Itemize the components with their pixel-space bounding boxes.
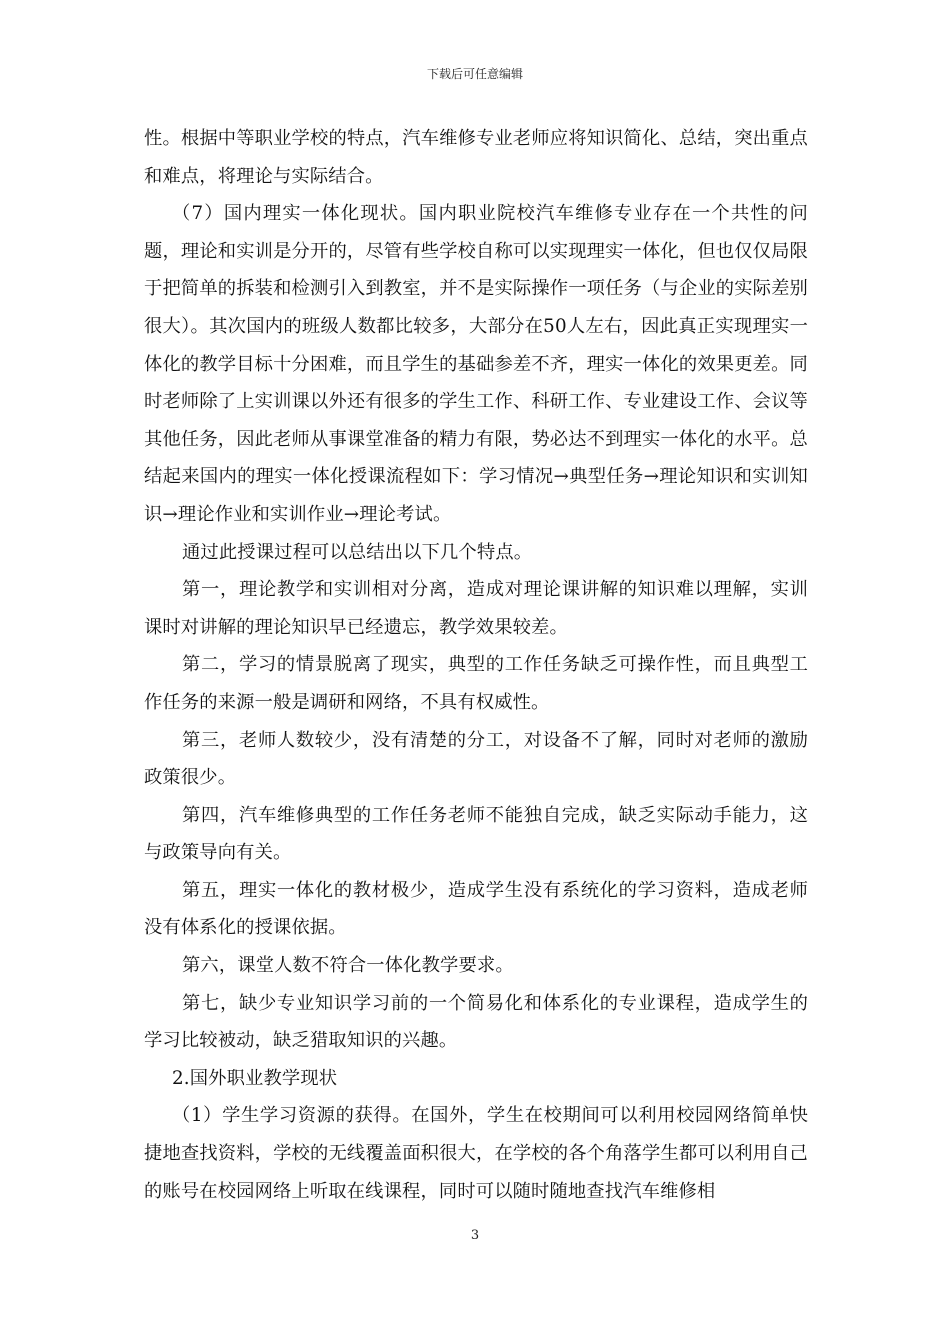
page-number: 3 — [470, 1228, 480, 1243]
paragraph-foreign-resources: （1）学生学习资源的获得。在国外，学生在校期间可以利用校园网络简单快捷地查找资料，学校的无线覆盖面积很大，在学校的各个角落学生都可以利用自己的账号在校园网络上听取在线课程，同时可以随时随地查找汽车维修相 — [144, 1105, 808, 1202]
page-header: 下载后可任意编辑 — [426, 67, 523, 81]
paragraph-point-7: 第七，缺少专业知识学习前的一个简易化和体系化的专业课程，造成学生的学习比较被动，缺乏猎取知识的兴趣。 — [144, 992, 808, 1052]
paragraph-point-1: 第一，理论教学和实训相对分离，造成对理论课讲解的知识难以理解，实训课时对讲解的理论知识早已经遗忘，教学效果较差。 — [144, 579, 808, 638]
paragraph-point-5: 第五，理实一体化的教材极少，造成学生没有系统化的学习资料，造成老师没有体系化的授课依据。 — [144, 879, 808, 939]
paragraph-domestic-status: （7）国内理实一体化现状。国内职业院校汽车维修专业存在一个共性的问题，理论和实训是分开的，尽管有些学校自称可以实现理实一体化，但也仅仅局限于把简单的拆装和检测引入到教室，并不是实际操作一项任务（与企业的实际差别很大）。其次国内的班级人数都比较多，大部分在50人左右，因此真正实现理实一体化的教学目标十分困难，而且学生的基础参差不齐，理实一体化的效果更差。同时老师除了上实训课以外还有很多的学生工作、科研工作、专业建设工作、会议等其他任务，因此老师从事课堂准备的精力有限，势必达不到理实一体化的水平。总结起来国内的理实一体化授课流程如下：学习情况→典型任务→理论知识和实训知识→理论作业和实训作业→理论考试。 — [144, 203, 808, 525]
paragraph-point-3: 第三，老师人数较少，没有清楚的分工，对设备不了解，同时对老师的激励政策很少。 — [144, 729, 808, 789]
section-heading-foreign-status: 2.国外职业教学现状 — [172, 1067, 338, 1089]
paragraph-point-2: 第二，学习的情景脱离了现实，典型的工作任务缺乏可操作性，而且典型工作任务的来源一般是调研和网络，不具有权威性。 — [144, 654, 808, 713]
paragraph-continuation: 性。根据中等职业学校的特点，汽车维修专业老师应将知识简化、总结，突出重点和难点，将理论与实际结合。 — [144, 128, 808, 187]
paragraph-summary-intro: 通过此授课过程可以总结出以下几个特点。 — [182, 541, 533, 563]
paragraph-point-6: 第六，课堂人数不符合一体化教学要求。 — [182, 955, 514, 977]
paragraph-point-4: 第四，汽车维修典型的工作任务老师不能独自完成，缺乏实际动手能力，这与政策导向有关。 — [144, 804, 808, 864]
document-body — [144, 120, 808, 1210]
